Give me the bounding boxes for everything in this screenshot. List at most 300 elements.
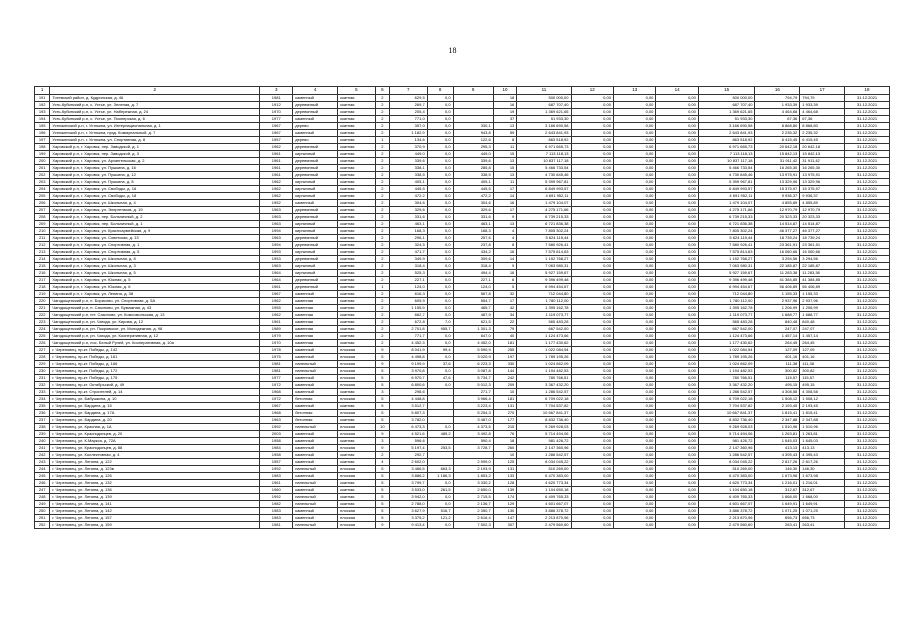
table-cell: 0,00 bbox=[613, 458, 655, 465]
table-cell: 0,00 bbox=[571, 157, 613, 164]
table-cell: 16 265,30 bbox=[800, 164, 845, 171]
table-cell: 264,45 bbox=[800, 339, 845, 346]
table-cell: 206 bbox=[35, 199, 50, 206]
table-cell: каменный bbox=[293, 346, 338, 353]
table-cell: 7 704 537,82 bbox=[517, 402, 571, 409]
table-row bbox=[35, 199, 890, 206]
table-cell: 370,9 bbox=[389, 143, 427, 150]
table-cell: 1979 bbox=[260, 332, 293, 339]
table-cell: 565 483,28 bbox=[517, 318, 571, 325]
table-cell: каменный bbox=[293, 486, 338, 493]
table-cell: Чагодощенский р-н, пгт. Сазоново, ул. Комсомольская, д. 13 bbox=[50, 311, 260, 318]
table-cell: 0,00 bbox=[571, 108, 613, 115]
table-cell: 0,00 bbox=[613, 430, 655, 437]
table-cell: 5 bbox=[375, 353, 389, 360]
table-cell: 1994 bbox=[260, 227, 293, 234]
table-row bbox=[35, 304, 890, 311]
table-row bbox=[35, 297, 890, 304]
table-cell: 0,00 bbox=[613, 402, 655, 409]
table-cell: 0,00 bbox=[656, 458, 698, 465]
table-cell: 0,00 bbox=[656, 150, 698, 157]
table-cell: 647,0 bbox=[453, 332, 493, 339]
table-cell: 0,00 bbox=[656, 311, 698, 318]
table-row bbox=[35, 395, 890, 402]
table-cell: 31.12.2021 bbox=[845, 493, 890, 500]
table-cell: 1977 bbox=[260, 374, 293, 381]
table-cell: 236 bbox=[35, 409, 50, 416]
table-cell: 31.12.2021 bbox=[845, 402, 890, 409]
table-cell: 1962 bbox=[260, 185, 293, 192]
table-cell: 2003 bbox=[260, 430, 293, 437]
table-cell: плоская bbox=[338, 395, 376, 402]
table-cell: 0,00 bbox=[613, 136, 655, 143]
table-cell: 1 815,41 bbox=[755, 409, 800, 416]
table-cell: 7 580 926,41 bbox=[698, 241, 755, 248]
table-row bbox=[35, 185, 890, 192]
table-cell: 0,00 bbox=[571, 192, 613, 199]
table-cell: 0,00 bbox=[613, 241, 655, 248]
table-row bbox=[35, 136, 890, 143]
table-cell: скатная bbox=[338, 220, 376, 227]
table-cell: 2 bbox=[375, 276, 389, 283]
table-cell: 31.12.2021 bbox=[845, 395, 890, 402]
table-cell: каменный bbox=[293, 514, 338, 521]
table-row bbox=[35, 332, 890, 339]
table-cell: г. Череповец, ул. Бардина, д. 17А bbox=[50, 409, 260, 416]
table-cell: 31.12.2021 bbox=[845, 234, 890, 241]
table-cell: 16 060,66 bbox=[800, 248, 845, 255]
table-cell: 0,00 bbox=[613, 304, 655, 311]
table-cell: 1 186,3 bbox=[427, 472, 453, 479]
table-cell: 1 119 073,77 bbox=[517, 311, 571, 318]
table-cell: 943,8 bbox=[453, 129, 493, 136]
table-cell: каменный bbox=[293, 129, 338, 136]
table-cell: 1 668,00 bbox=[755, 493, 800, 500]
table-cell: 18 739,24 bbox=[755, 234, 800, 241]
table-cell: 1 124 473,66 bbox=[698, 332, 755, 339]
table-cell: 712 044,80 bbox=[698, 290, 755, 297]
table-cell: 465,7 bbox=[453, 304, 493, 311]
table-cell: 246 bbox=[35, 479, 50, 486]
table-cell: 1 286 542,57 bbox=[517, 451, 571, 458]
table-cell: 11 bbox=[493, 178, 517, 185]
table-cell: плоская bbox=[338, 367, 376, 374]
table-cell: 7 805 302,24 bbox=[698, 227, 755, 234]
table-cell: 226 bbox=[35, 339, 50, 346]
table-cell: 5 399 967,81 bbox=[517, 178, 571, 185]
table-cell: 195 bbox=[35, 122, 50, 129]
table-cell: 247 bbox=[35, 486, 50, 493]
table-row bbox=[35, 276, 890, 283]
table-cell: 2 bbox=[375, 206, 389, 213]
table-cell: 0,0 bbox=[427, 297, 453, 304]
table-cell: 338,5 bbox=[453, 171, 493, 178]
table-cell: 489,2 bbox=[427, 430, 453, 437]
table-cell: скатная bbox=[338, 164, 376, 171]
table-cell: 1 780 112,00 bbox=[698, 297, 755, 304]
table-row bbox=[35, 192, 890, 199]
table-cell: 271,7 bbox=[453, 388, 493, 395]
table-cell: 4 601 667,07 bbox=[698, 500, 755, 507]
table-cell: 4 452,0 bbox=[453, 339, 493, 346]
table-row bbox=[35, 479, 890, 486]
table-cell: 0,00 bbox=[613, 507, 655, 514]
table-row bbox=[35, 346, 890, 353]
table-cell: 22 bbox=[493, 318, 517, 325]
table-cell: 5 590,9 bbox=[453, 346, 493, 353]
table-cell: 1 206,99 bbox=[755, 304, 800, 311]
table-cell: 242 bbox=[35, 451, 50, 458]
table-cell: скатная bbox=[338, 297, 376, 304]
table-cell: 1992 bbox=[260, 493, 293, 500]
table-cell: 8 bbox=[493, 241, 517, 248]
table-cell: 6 739 215,33 bbox=[517, 213, 571, 220]
table-cell: 2 701,8 bbox=[389, 325, 427, 332]
table-cell: 487,9 bbox=[453, 311, 493, 318]
table-cell: 780 766,51 bbox=[517, 374, 571, 381]
table-cell: Чагодощенский р-н, рп. Чагода, ул. Кооперативная, д. 12 bbox=[50, 332, 260, 339]
table-cell: 31.12.2021 bbox=[845, 437, 890, 444]
table-cell: 1 bbox=[375, 283, 389, 290]
table-cell: плоская bbox=[338, 514, 376, 521]
table-cell: 1 457,14 bbox=[755, 332, 800, 339]
table-cell: г. Череповец, ул. Ленина, д. 157 bbox=[50, 514, 260, 521]
table-cell: 687 707,40 bbox=[517, 101, 571, 108]
table-cell: Чагодощенский р-н, рп. Покровское, ул. Молодежная, д. 98 bbox=[50, 325, 260, 332]
table-cell: деревянный bbox=[293, 234, 338, 241]
table-cell: 0,00 bbox=[656, 192, 698, 199]
table-cell: каменный bbox=[293, 472, 338, 479]
table-cell: 0,0 bbox=[427, 143, 453, 150]
table-cell: 6 849 993,57 bbox=[517, 185, 571, 192]
table-cell: 0,0 bbox=[427, 479, 453, 486]
table-cell: 31 911,42 bbox=[800, 157, 845, 164]
table-row bbox=[35, 122, 890, 129]
table-cell: 0,0 bbox=[427, 206, 453, 213]
table-row bbox=[35, 108, 890, 115]
table-cell: 0,00 bbox=[656, 304, 698, 311]
table-cell: 2 bbox=[375, 185, 389, 192]
table-cell: Харовский р-н, г. Харовск, ул. Школьная, д. 3 bbox=[50, 262, 260, 269]
table-cell: скатная bbox=[338, 304, 376, 311]
table-cell: 0,00 bbox=[571, 507, 613, 514]
table-cell: 2 bbox=[375, 255, 389, 262]
table-cell: 1 645,03 bbox=[800, 437, 845, 444]
table-cell: 1993 bbox=[260, 248, 293, 255]
table-cell: 0,0 bbox=[427, 234, 453, 241]
table-cell: 260 bbox=[493, 444, 517, 451]
table-cell: Чагодощенский р-н, пос. Белый Ручей, ул. Кооперативная, д. 10а bbox=[50, 339, 260, 346]
table-cell: 2 147 360,96 bbox=[517, 444, 571, 451]
table-cell: 31.12.2021 bbox=[845, 164, 890, 171]
table-cell: 0,00 bbox=[571, 185, 613, 192]
table-cell: 31.12.2021 bbox=[845, 325, 890, 332]
table-cell: 31.12.2021 bbox=[845, 486, 890, 493]
table-cell: 0,00 bbox=[571, 521, 613, 528]
table-cell: 67,36 bbox=[755, 115, 800, 122]
column-number-cell: 3 bbox=[260, 87, 293, 95]
table-cell: 261,5 bbox=[427, 486, 453, 493]
table-cell: 2 bbox=[375, 290, 389, 297]
table-cell: 16 060,66 bbox=[755, 248, 800, 255]
table-row bbox=[35, 514, 890, 521]
table-cell: 0,00 bbox=[571, 339, 613, 346]
table-cell: 0,00 bbox=[571, 171, 613, 178]
table-cell: 2 347,88 bbox=[755, 416, 800, 423]
table-cell: г. Череповец, пр-кт. Победы, д. 175 bbox=[50, 374, 260, 381]
table-cell: 1 194 482,53 bbox=[698, 367, 755, 374]
column-number-cell: 9 bbox=[453, 87, 493, 95]
table-cell: деревянный bbox=[293, 171, 338, 178]
table-cell: 840,48 bbox=[755, 318, 800, 325]
table-cell: 4 308,58 bbox=[800, 388, 845, 395]
table-cell: 1 bbox=[375, 136, 389, 143]
table-cell: панельный bbox=[293, 500, 338, 507]
table-cell: каменный bbox=[293, 507, 338, 514]
table-cell: г. Череповец, ул. Ленина, д. 123в bbox=[50, 465, 260, 472]
table-cell: 0,00 bbox=[571, 402, 613, 409]
table-cell: 4 691 952,11 bbox=[698, 192, 755, 199]
table-cell: каменный bbox=[293, 353, 338, 360]
table-cell: 1 177 430,62 bbox=[698, 339, 755, 346]
column-number-cell: 5 bbox=[338, 87, 376, 95]
table-cell: 215 bbox=[493, 423, 517, 430]
column-number-cell: 4 bbox=[293, 87, 338, 95]
table-cell: 31.12.2021 bbox=[845, 269, 890, 276]
table-cell: 2 bbox=[375, 297, 389, 304]
table-cell: 31.12.2021 bbox=[845, 122, 890, 129]
table-row bbox=[35, 318, 890, 325]
table-cell: 0,00 bbox=[571, 129, 613, 136]
table-row bbox=[35, 367, 890, 374]
table-cell: 193 bbox=[35, 108, 50, 115]
table-cell: 0,00 bbox=[571, 486, 613, 493]
table-cell: 127,09 bbox=[800, 346, 845, 353]
table-cell: 1912 bbox=[260, 101, 293, 108]
table-cell: 0,00 bbox=[613, 479, 655, 486]
table-cell: 1962 bbox=[260, 297, 293, 304]
table-cell: 0,00 bbox=[613, 325, 655, 332]
table-cell bbox=[427, 388, 453, 395]
table-cell: 0,00 bbox=[571, 353, 613, 360]
table-cell: 1 124 473,66 bbox=[517, 332, 571, 339]
table-cell: 6 bbox=[493, 276, 517, 283]
table-cell: 0,0 bbox=[427, 353, 453, 360]
table-cell: 31.12.2021 bbox=[845, 262, 890, 269]
table-cell: 4 464,68 bbox=[800, 108, 845, 115]
table-cell: 1 155,33 bbox=[800, 290, 845, 297]
table-cell: 0,00 bbox=[571, 136, 613, 143]
table-cell: 229 bbox=[35, 360, 50, 367]
column-number-cell: 8 bbox=[427, 87, 453, 95]
table-cell: 56 406,89 bbox=[755, 283, 800, 290]
table-cell: 1 104 650,18 bbox=[698, 486, 755, 493]
table-cell: 771,0 bbox=[389, 115, 427, 122]
table-cell: 0,00 bbox=[613, 164, 655, 171]
table-cell: 0,00 bbox=[613, 276, 655, 283]
table-cell: 309,6 bbox=[453, 255, 493, 262]
table-cell: 0,00 bbox=[613, 255, 655, 262]
table-cell: 2 bbox=[375, 311, 389, 318]
table-cell: 0,00 bbox=[613, 395, 655, 402]
table-cell: 0,00 bbox=[571, 395, 613, 402]
table-cell: Харовский р-н, г. Харовск, пер. Больничный, д. 2 bbox=[50, 213, 260, 220]
table-cell: 23 361,91 bbox=[755, 241, 800, 248]
table-cell: 31.12.2021 bbox=[845, 297, 890, 304]
table-cell: 0,00 bbox=[613, 353, 655, 360]
table-cell: скатная bbox=[338, 339, 376, 346]
table-cell: г. Череповец, ул. Краснодонцев, д. 20 bbox=[50, 430, 260, 437]
table-cell: панельный bbox=[293, 493, 338, 500]
table-cell: 0,00 bbox=[656, 227, 698, 234]
table-cell: 31.12.2021 bbox=[845, 444, 890, 451]
table-cell: 9 396 499,48 bbox=[517, 276, 571, 283]
table-cell: 2 bbox=[375, 241, 389, 248]
column-number-cell: 16 bbox=[755, 87, 800, 95]
table-cell: 2 479 560,60 bbox=[698, 521, 755, 528]
table-cell: 31.12.2021 bbox=[845, 150, 890, 157]
table-cell: 1989 bbox=[260, 325, 293, 332]
table-cell: 0,0 bbox=[427, 276, 453, 283]
table-cell: 295,3 bbox=[453, 143, 493, 150]
table-cell: 31.12.2021 bbox=[845, 521, 890, 528]
table-cell: 215 bbox=[35, 262, 50, 269]
column-number-cell: 15 bbox=[698, 87, 755, 95]
table-cell: 0,00 bbox=[613, 227, 655, 234]
table-cell: 15 375,97 bbox=[755, 185, 800, 192]
table-cell: 0,00 bbox=[613, 360, 655, 367]
table-cell: 0,0 bbox=[427, 255, 453, 262]
table-row bbox=[35, 437, 890, 444]
table-cell: плоская bbox=[338, 346, 376, 353]
table-cell: 1967 bbox=[260, 290, 293, 297]
table-cell: 0,00 bbox=[656, 143, 698, 150]
table-cell: 9 bbox=[493, 262, 517, 269]
table-cell: 31.12.2021 bbox=[845, 472, 890, 479]
table-cell: 4 691 952,11 bbox=[517, 192, 571, 199]
table-cell: 6 800,6 bbox=[389, 381, 427, 388]
table-cell: скатная bbox=[338, 255, 376, 262]
table-cell: 667 542,00 bbox=[698, 325, 755, 332]
table-cell: 2 bbox=[375, 339, 389, 346]
table-cell: 0,00 bbox=[571, 115, 613, 122]
table-cell: 339,6 bbox=[389, 157, 427, 164]
table-cell: Харовский р-н, г. Харовск, ул. Спортивная, д. 5 bbox=[50, 248, 260, 255]
table-cell: 7 502,3 bbox=[453, 521, 493, 528]
table-cell: 0,0 bbox=[427, 367, 453, 374]
table-cell: 1 071,25 bbox=[755, 507, 800, 514]
table-cell: 296,1 bbox=[389, 234, 427, 241]
table-cell: Харовский р-н, г. Харовск, ул. Школьная, д. 4 bbox=[50, 199, 260, 206]
table-cell: 2 bbox=[375, 213, 389, 220]
table-cell: 263,41 bbox=[800, 521, 845, 528]
table-cell: 32 bbox=[493, 290, 517, 297]
table-cell: Чагодощенский р-н, рп. Чагода, ул. Кирова, д. 12 bbox=[50, 318, 260, 325]
table-cell: г. Череповец, ул. Ленина, д. 126 bbox=[50, 472, 260, 479]
table-cell: 5 bbox=[375, 367, 389, 374]
table-cell: 31.12.2021 bbox=[845, 185, 890, 192]
table-cell: 5 466 733,54 bbox=[517, 164, 571, 171]
table-cell: 1 933,39 bbox=[755, 101, 800, 108]
table-cell: 0,00 bbox=[656, 269, 698, 276]
table-cell: 0,00 bbox=[571, 234, 613, 241]
table-cell: 31.12.2021 bbox=[845, 290, 890, 297]
table-cell: 840,48 bbox=[800, 318, 845, 325]
table-cell: 0,0 bbox=[427, 199, 453, 206]
table-cell: скатная bbox=[338, 479, 376, 486]
table-cell: 133 bbox=[493, 472, 517, 479]
table-row bbox=[35, 255, 890, 262]
table-cell: 67,36 bbox=[800, 115, 845, 122]
table-cell: 2 bbox=[375, 150, 389, 157]
table-cell: 31.12.2021 bbox=[845, 514, 890, 521]
table-cell: 31.12.2021 bbox=[845, 94, 890, 101]
table-cell: панельный bbox=[293, 465, 338, 472]
table-cell: 220 bbox=[35, 297, 50, 304]
table-cell: 0,00 bbox=[656, 514, 698, 521]
table-cell: скатная bbox=[338, 94, 376, 101]
table-cell: 146,30 bbox=[755, 465, 800, 472]
table-cell: каменный bbox=[293, 402, 338, 409]
table-row bbox=[35, 269, 890, 276]
table-cell: 1 508,12 bbox=[800, 395, 845, 402]
table-cell: 31.12.2021 bbox=[845, 339, 890, 346]
table-cell: 147 bbox=[493, 514, 517, 521]
table-row bbox=[35, 283, 890, 290]
table-cell: 0,00 bbox=[613, 171, 655, 178]
table-cell: 11 bbox=[493, 143, 517, 150]
table-row bbox=[35, 325, 890, 332]
table-cell: 445,5 bbox=[389, 185, 427, 192]
table-cell: Харовский р-н, г. Харовск, пер. Больничный, д. 1 bbox=[50, 220, 260, 227]
table-cell: 239 bbox=[35, 430, 50, 437]
table-cell: 9 936,37 bbox=[755, 192, 800, 199]
table-cell: деревянный bbox=[293, 143, 338, 150]
table-cell: дерево bbox=[293, 122, 338, 129]
column-number-cell: 12 bbox=[571, 87, 613, 95]
table-cell: 1964 bbox=[260, 269, 293, 276]
table-cell: 1 789 195,26 bbox=[698, 353, 755, 360]
table-cell: 31.12.2021 bbox=[845, 206, 890, 213]
table-cell: 298,6 bbox=[389, 388, 427, 395]
table-cell: Харовский р-н, г. Харовск, пер. Заводской, д. 1 bbox=[50, 143, 260, 150]
table-cell: 0,00 bbox=[613, 500, 655, 507]
table-cell: 4 730 845,46 bbox=[698, 171, 755, 178]
table-cell: 1963 bbox=[260, 206, 293, 213]
table-cell: 1 479 104,07 bbox=[517, 199, 571, 206]
table-cell: 227,1 bbox=[453, 276, 493, 283]
table-cell: 7 805 302,24 bbox=[517, 227, 571, 234]
table-cell: скатная bbox=[338, 325, 376, 332]
table-cell: Харовский р-н, г. Харовск, ул. Южная, д. 5 bbox=[50, 276, 260, 283]
table-cell: 7 580 926,41 bbox=[517, 241, 571, 248]
table-cell: каменный bbox=[293, 451, 338, 458]
table-cell: 31.12.2021 bbox=[845, 304, 890, 311]
table-cell: 1962 bbox=[260, 311, 293, 318]
table-cell: каменная bbox=[293, 325, 338, 332]
table-cell: 0,0 bbox=[427, 227, 453, 234]
table-cell: 304,6 bbox=[453, 199, 493, 206]
table-cell: 0,00 bbox=[613, 318, 655, 325]
table-row bbox=[35, 388, 890, 395]
table-row bbox=[35, 206, 890, 213]
table-cell: 0,00 bbox=[571, 297, 613, 304]
table-cell: 174 bbox=[493, 493, 517, 500]
table-cell: 0,00 bbox=[613, 94, 655, 101]
table-row bbox=[35, 486, 890, 493]
table-cell: скатная bbox=[338, 276, 376, 283]
table-cell: 31 911,42 bbox=[755, 157, 800, 164]
